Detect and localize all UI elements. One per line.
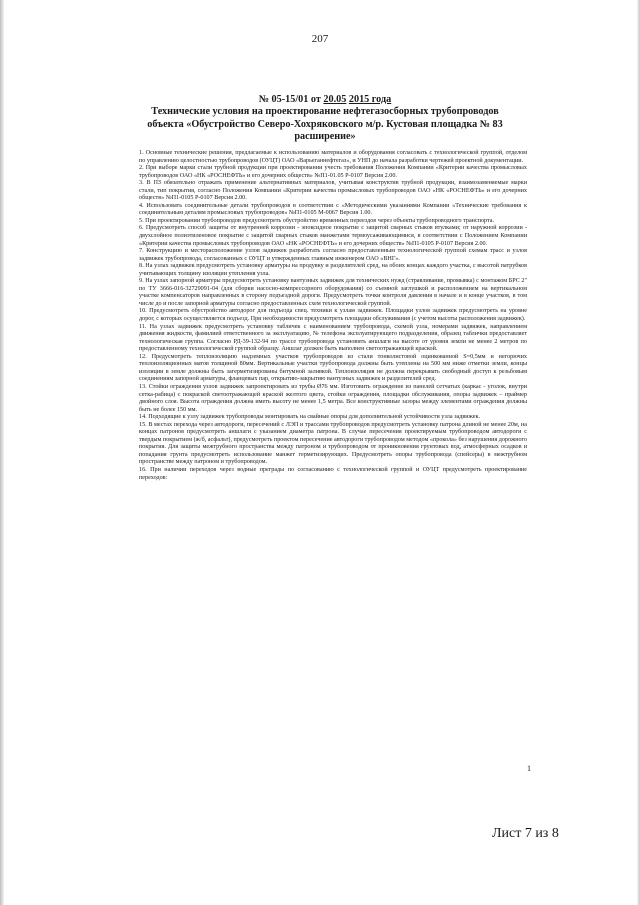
header-line-3: объекта «Обустройство Северо-Хохряковского м/р. Кустовая площадка № 83 bbox=[147, 118, 503, 130]
condition-item: 16. При наличии переходов через водные преграды по согласованию с технологической группой и ОУЦТ предусмотреть проектирование переходов: bbox=[139, 466, 527, 481]
condition-item: 7. Конструкцию и месторасположение узлов задвижек разработать согласно предоставленным технологической группой схемам трасс и узлов задвижек трубопровода, согласованных с ОУЦТ и утвержденных главным инженером ОАО «ВНГ». bbox=[139, 248, 527, 262]
condition-item: 9. На узлах запорной арматуры предусмотреть установку вантузных задвижек для технических нужд (стравливание, промывка) с монтажом БРС 2" по ТУ 3666-016-32729091-04 (для сборки насосно-компрессорного оборудования) со съемной заглушкой и расположением на вертикальном участке компенсаторов направленных в сторону подъездной дороги. Предусмотреть точки контроля давления в начале и в конце участков, в том числе до и после запорной арматуры согласно предоставленных схем технологической группой. bbox=[139, 278, 527, 307]
condition-item: 12. Предусмотреть теплоизоляцию надземных участков трубопроводов из стали тонколистовой оцинкованной S=0,5мм и негорючих теплоизоляционных матов толщиной 80мм. Вертикальные участки трубопровода должны быть утеплены на 500 мм ниже отметки земли, концы изоляции в земле должны быть загерметизированы битумной заливкой. Теплоизоляция не должна перекрывать свободный доступ к резьбовым соединениям запорной арматуры, фланцевых пар, открытию-закрытию вантузных задвижек и разделителей сред. bbox=[139, 353, 527, 383]
document-header bbox=[120, 94, 530, 144]
conditions-list bbox=[139, 150, 527, 482]
condition-item: 14. Подходящие к узлу задвижек трубопроводы монтировать на свайные опоры для дополнительной устойчивости узла задвижек. bbox=[139, 414, 480, 421]
header-line-2: Технические условия на проектирование нефтегазосборных трубопроводов bbox=[151, 106, 499, 118]
header-line-1 bbox=[120, 94, 530, 106]
condition-item: 1. Основные технические решения, предлагаемые к использованию материалов и оборудования согласовать с технологической группой, отделом по управлению целостностью трубопроводов (ОУЦТ) ОАО «Варьеганнефтегаз», и УНП до начала разработки чертежей проектной документации. bbox=[139, 150, 527, 164]
header-year: 2015 года bbox=[348, 94, 392, 105]
condition-item: 6. Предусмотреть способ защиты от внутренней коррозии - эпоксидное покрытие с защитой сварных стыков втулками; от наружной коррозии - двухслойное полиэтиленовое покрытие с защитой сварных стыков манжетами термоусаживающимися, в соответствии с Положением Компании «Критерии качества промысловых трубопроводов ОАО «НК «РОСНЕФТЬ» и его дочерних обществ» №П1-0105 Р-0107 Версия 2.00. bbox=[139, 225, 527, 247]
scan-left-edge bbox=[0, 0, 4, 905]
sheet-label: Лист 7 из 8 bbox=[492, 826, 559, 841]
header-line-4: расширение» bbox=[294, 131, 356, 143]
page-number: 207 bbox=[311, 33, 329, 45]
condition-item: 3. В ПЗ обязательно отражать применение альтернативных материалов, учитывая конструктив трубной продукции, взаимозаменяемые марки стали, тип покрытия, согласно Положения Компании «Критерии качества промысловых трубопроводов ОАО «НК «РОСНЕФТЬ» и его дочерних обществ» №П1-0105 Р-0107 Версия 2.00. bbox=[139, 180, 527, 202]
condition-item: 10. Предусмотреть обустройство автодорог для подъезда спец. техники к узлам задвижек. Площадки узлов задвижек предусмотреть на уровне дорог, с которых осуществляется подъезд. При необходимости предусмотреть площадки обслуживания (с учетом высоты расположения задвижек). bbox=[139, 308, 527, 323]
condition-item: 13. Стойки ограждения узлов задвижек запроектировать из трубы Ø76 мм. Изготовить ограждение из панелей сетчатых (каркас - уголок, внутри сетка-рабица) с покраской светоотражающей краской желтого цвета, стойки ограждения, площадки обслуживания, опоры задвижек – праймер двойного слоя. Высота ограждения должна иметь высоту не менее 1,5 метра. Все конструктивные зазоры между элементами ограждения должны быть не более 150 мм. bbox=[139, 383, 527, 413]
condition-item: 15. В местах перехода через автодороги, пересечений с ЛЭП и трассами трубопроводов предусмотреть установку патрона длиной не менее 20м, на концах патронов предусмотреть аншлаги с указанием диаметра патрона. В случае пересечения проектируемым трубопроводом автодороги с твердым покрытием (ж/б, асфальт), предусмотреть проектом пересечение автодороги трубопроводом методом «прокола» без нарушения дорожного покрытия. Для защиты межтрубного пространства между патроном и трубопроводом от проникновения грунтовых вод, атмосферных осадков и попадания грунта предусмотреть использование манжет герметизирующих. Предусмотреть опоры трубопровода (спейсеры) в межтрубном пространстве между патроном и трубопроводом. bbox=[139, 421, 527, 466]
condition-item: 2. При выборе марки стали трубной продукции при проектировании учесть требования Положения Компании «Критерии качества промысловых трубопроводов ОАО «НК «РОСНЕФТЬ» и его дочерних обществ» №П1-01.05 Р-0107 Версия 2.00. bbox=[139, 165, 527, 179]
condition-item: 4. Использовать соединительные детали трубопроводов в соответствии с «Методическими указаниями Компании «Технические требования к соединительным деталям промысловых трубопроводов» №П1-0105 М-0067 Версия 1.00. bbox=[139, 202, 527, 217]
condition-item: 11. На узлах задвижек предусмотреть установку табличек с наименованием трубопровода, схемой узла, номерами задвижек, направлением движения жидкости, фамилией ответственного за эксплуатацию, № телефона эксплуатирующего подразделения, образец таблички предоставляет технологическая группа. Согласно РД-39-132-94 по трассе трубопровода установить аншлаги на высоте от уровня земли не менее 2 метров по предоставленному технологической группой образцу. Аншлаг должен быть выполнен светоотражающей краской. bbox=[139, 323, 527, 353]
header-date: 20.05 bbox=[323, 94, 347, 105]
condition-item: 5. При проектировании трубопроводов предусмотреть обустройство временных переездов через объекты трубопроводного транспорта. bbox=[139, 217, 495, 224]
header-number: № 05-15/01 от bbox=[258, 94, 321, 105]
page-marker: 1 bbox=[527, 764, 531, 773]
condition-item: 8. На узлах задвижек предусмотреть установку арматуры на продувку и разделителей сред, на обоих концах каждого участка, с высотой патрубков учитывающих толщину изоляции утепления узла. bbox=[139, 263, 527, 277]
